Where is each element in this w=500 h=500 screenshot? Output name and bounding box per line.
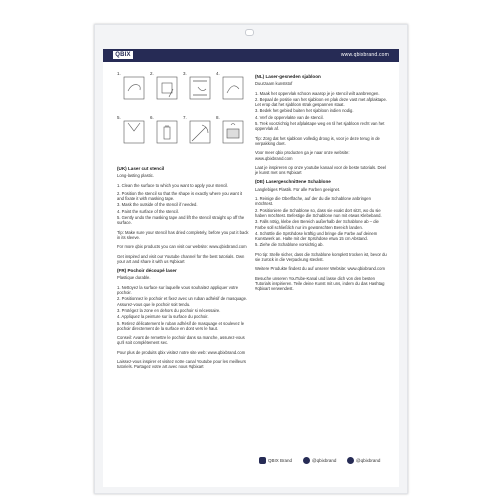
section-intro: Langlebiges Plastik. Für alle Farben geeignet. xyxy=(255,186,341,192)
instruction-step: 4. Schüttle die Sprühdose kräftig und bringe die Farbe auf deinem Kunstwerk an. Halte mit der Sprühdose etwa 15 cm Abstand. xyxy=(255,230,378,242)
hand-mask-icon xyxy=(221,73,245,103)
section-intro: Long-lasting plastic. xyxy=(117,173,155,179)
section-more: Weitere Produkte findest du auf unserer Website: www.qbixbrand.com xyxy=(255,266,385,272)
facebook-icon xyxy=(259,457,266,464)
section-uk xyxy=(117,166,249,264)
footer-social: @qbixbrand xyxy=(303,457,336,465)
illustration-steps xyxy=(117,71,247,163)
section-inspired: Laat je inspireren op onze youtube kanaal voor de beste tutorials. Deel je kunst met ons #qbixart xyxy=(255,164,387,176)
left-column xyxy=(117,71,249,374)
hand-peel-icon xyxy=(188,117,212,147)
section-intro: Plastique durable. xyxy=(117,275,151,281)
instruction-step: 2. Positioniere die Schablone so, dass sie exakt dort sitzt, wo du sie haben möchtest. Befestige die Schablone nun mit etwas Klebeband. xyxy=(255,207,382,218)
section-inspired: Laissez-vous inspirer et visitez notre canal Youtube pour les meilleurs tutoriels. Partagez votre art avec nous #qbixart xyxy=(117,359,246,370)
instagram-icon xyxy=(347,457,354,464)
instruction-step: 3. Bedek het gebied buiten het sjabloon indien nodig. xyxy=(255,108,354,114)
step-illustration: 8. xyxy=(216,115,246,153)
section-nl xyxy=(255,74,387,175)
hand-lift-icon xyxy=(221,117,245,147)
instruction-step: 4. Paint the surface of the stencil. xyxy=(117,208,179,214)
card-footer xyxy=(103,457,399,469)
spray-can-icon xyxy=(155,117,179,147)
hang-hole xyxy=(245,29,254,36)
footer-social: @qbixbrand xyxy=(347,457,380,465)
instruction-step: 5. Trek voorzichtig het afplaktape weg en til het sjabloon recht van het oppervlak af. xyxy=(255,121,385,132)
section-title: (FR) Pochoir découpé laser xyxy=(117,268,177,274)
right-column xyxy=(255,71,387,296)
hand-wipe-icon xyxy=(122,73,146,103)
section-title: (UK) Laser cut stencil xyxy=(117,166,165,171)
hand-cover-icon xyxy=(122,117,146,147)
instruction-step: 1. Reinige die Oberfläche, auf der du die Schablone anbringen möchtest. xyxy=(255,196,371,207)
footer-brand: QBIX Brand xyxy=(259,457,292,465)
instruction-step: 1. Maak het oppervlak schoon waarop je je stencil wilt aanbrengen. xyxy=(255,90,380,96)
section-tip: Tip: Zorg dat het sjabloon volledig droog is, voor je deze terug in de verpakking doet. xyxy=(255,135,380,146)
step-illustration: 7. xyxy=(183,115,213,153)
instruction-step: 1. Nettoyez la surface sur laquelle vous souhaitez appliquer votre pochoir. xyxy=(117,284,239,296)
instruction-step: 5. Retirez délicatement le ruban adhésif de masquage et soulevez le pochoir directement de la surface en dont vers le haut. xyxy=(117,320,245,331)
section-tip: Conseil: Avant de remettre le pochoir dans sa manche, assurez-vous qu'il soit complètement sec. xyxy=(117,335,245,346)
instruction-step: 3. Mask the outside of the stencil if needed. xyxy=(117,202,198,208)
instruction-step: 3. Falls nötig, klebe den Bereich außerhalb der Schablone ab – die Farbe soll schließlich nur im gewünschten Bereich landen. xyxy=(255,219,379,230)
instruction-step: 3. Protégez la zone en dehors du pochoir si nécessaire. xyxy=(117,307,221,313)
instruction-step: 1. Clean the surface to which you want to apply your stencil. xyxy=(117,182,229,188)
step-illustration: 6. xyxy=(150,115,180,153)
section-intro: Duurzaam kunststof xyxy=(255,81,293,87)
instruction-step: 2. Position the stencil so that the shape is exactly where you want it and fixate it with masking tape. xyxy=(117,190,242,202)
section-more: For more qbix products you can visit our website: www.qbixbrand.com xyxy=(117,244,247,250)
step-illustration: 3. xyxy=(183,71,213,109)
section-tip: Pro tip: Stelle sicher, dass die Schablone komplett trocken ist, bevor du sie zurück in die Verpackung steckst. xyxy=(255,251,387,263)
instruction-card xyxy=(103,49,399,487)
website-url: www.qbixbrand.com xyxy=(340,52,389,58)
section-tip: Tip: Make sure your stencil has dried completely, before you put it back in its sleeve. xyxy=(117,229,249,240)
hand-position-icon xyxy=(155,73,179,103)
twitter-icon xyxy=(303,457,310,464)
step-illustration: 5. xyxy=(117,115,147,153)
hand-tape-icon xyxy=(188,73,212,103)
section-inspired: Besuche unseren YouTube-Kanal und lasse dich von den besten Tutorials inspirieren. Teile deine Kunst mit uns, indem du das Hashtag #qbixart verwendest. xyxy=(255,275,385,292)
section-fr xyxy=(117,268,249,369)
card-header xyxy=(103,49,399,62)
section-title: (NL) Laser-gesneden sjabloon xyxy=(255,74,321,79)
section-more: Voor meer qbix producten ga je naar onze website: www.qbixbrand.com xyxy=(255,150,350,161)
section-more: Pour plus de produits qbix visitez notre site web: www.qbixbrand.com xyxy=(117,349,246,355)
step-illustration: 4. xyxy=(216,71,246,109)
step-illustration: 2. xyxy=(150,71,180,109)
instruction-step: 4. Appliquez la peinture sur la surface du pochoir. xyxy=(117,314,209,320)
section-de xyxy=(255,179,387,291)
instruction-step: 4. Verf de oppervlakte van de stencil. xyxy=(255,114,324,120)
instruction-step: 5. Ziehe die Schablone vorsichtig ab. xyxy=(255,242,324,248)
instruction-step: 5. Gently undo the masking tape and lift the stencil straight up off the surface. xyxy=(117,215,245,226)
step-illustration: 1. xyxy=(117,71,147,109)
section-title: (DE) Lasergeschnittene Schablone xyxy=(255,179,331,185)
instruction-step: 2. Positionnez le pochoir et fixez avec un ruban adhésif de masquage. Assurez-vous que le pochoir soit tendu. xyxy=(117,296,248,307)
section-inspired: Get inspired and visit our Youtube channel for the best tutorials. Own your art and share it with us #qbixart xyxy=(117,253,245,264)
plastic-sleeve xyxy=(94,24,408,494)
instruction-step: 2. Bepaal de positie van het sjabloon en plak deze vast met afplaktape. Let erop dat het sjabloon strak gespannen staat. xyxy=(255,96,387,108)
brand-logo: QBIX xyxy=(113,51,133,59)
